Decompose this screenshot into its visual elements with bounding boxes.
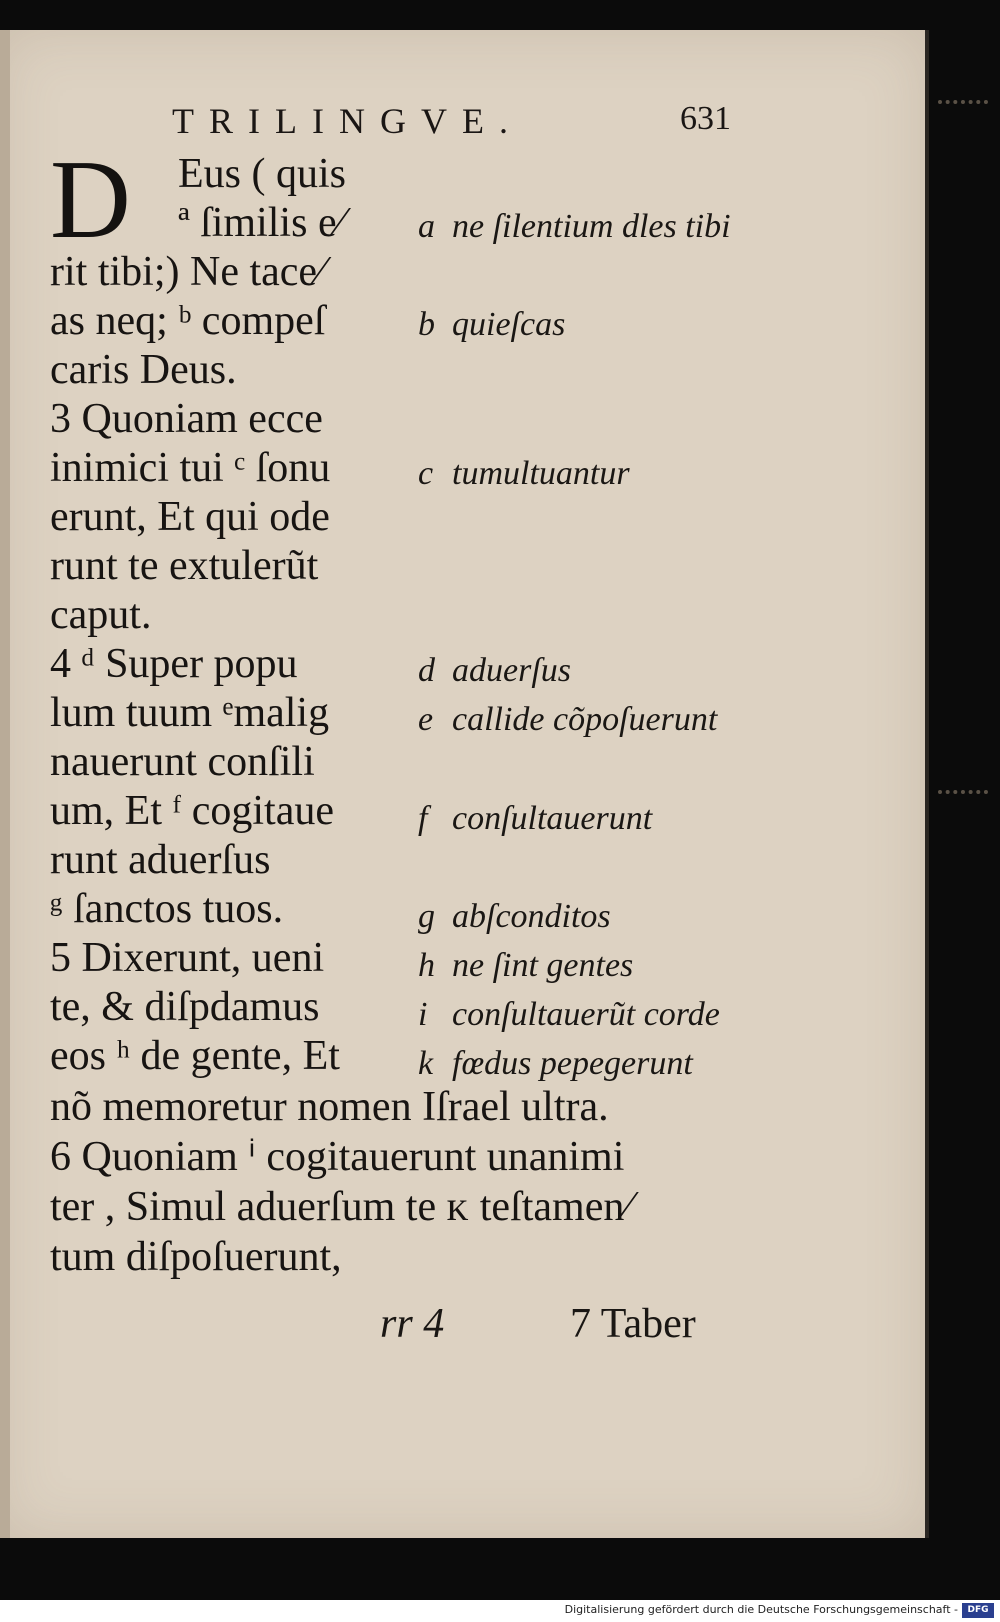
- text-line: ter , Simul aduerſum te ᴋ teſtamen⁄: [50, 1184, 632, 1230]
- marginal-note: [418, 455, 630, 493]
- marginal-note: [418, 208, 731, 246]
- psalm-text-wide: [50, 1082, 750, 1282]
- funding-credit: Digitalisierung gefördert durch die Deutsche Forschungsgemeinschaft -: [564, 1603, 958, 1616]
- marginal-note: [418, 898, 611, 936]
- text-line: lum tuum ᵉmalig: [50, 690, 330, 736]
- note-key: a: [418, 208, 435, 245]
- note-text: conſultauerũt corde: [452, 996, 720, 1033]
- edge-dots: [938, 790, 988, 798]
- note-key: e: [418, 701, 434, 738]
- text-line: Eus ( quis: [178, 151, 346, 197]
- folio-number: 631: [680, 100, 731, 137]
- text-line: 5 Dixerunt, ueni: [50, 935, 325, 981]
- note-key: g: [418, 898, 435, 935]
- page-gutter-edge: [0, 30, 10, 1538]
- note-key: b: [418, 306, 435, 343]
- text-line: nauerunt conſili: [50, 739, 315, 785]
- note-text: ne ſilentium dles tibi: [452, 208, 731, 245]
- note-key: i: [418, 996, 428, 1033]
- page-foot: [380, 1300, 740, 1350]
- dfg-logo: DFG: [962, 1603, 994, 1618]
- note-text: aduerſus: [452, 652, 571, 689]
- text-line: 4 ᵈ Super popu: [50, 641, 298, 687]
- note-text: conſultauerunt: [452, 800, 653, 837]
- book-edge-pages: [932, 90, 992, 1530]
- text-line: ᵍ ſanctos tuos.: [50, 886, 284, 932]
- note-text: quieſcas: [452, 306, 566, 343]
- marginal-note: [418, 701, 717, 739]
- text-line: te, & diſpdamus: [50, 984, 320, 1030]
- text-line: 6 Quoniam ⁱ cogitauerunt unanimi: [50, 1134, 625, 1180]
- text-line: um, Et ᶠ cogitaue: [50, 788, 335, 834]
- text-line: 3 Quoniam ecce: [50, 396, 323, 442]
- note-text: callide cõpoſuerunt: [452, 701, 718, 738]
- text-line: tum diſpoſuerunt,: [50, 1234, 342, 1280]
- text-line: caris Deus.: [50, 347, 237, 393]
- text-line: as neq; ᵇ compeſ: [50, 298, 326, 344]
- text-line: nõ memoretur nomen Iſrael ultra.: [50, 1084, 609, 1130]
- text-line: erunt, Et qui ode: [50, 494, 330, 540]
- note-text: tumultuantur: [452, 455, 630, 492]
- text-line: rit tibi;) Ne tace⁄: [50, 249, 325, 295]
- text-line: runt te extulerũt: [50, 543, 319, 589]
- text-line: caput.: [50, 592, 152, 638]
- note-key: h: [418, 947, 435, 984]
- marginal-note: [418, 306, 565, 344]
- marginal-note: [418, 652, 571, 690]
- note-key: f: [418, 800, 428, 837]
- digitization-footer: [0, 1600, 1000, 1622]
- text-line: eos ʰ de gente, Et: [50, 1033, 340, 1079]
- catchword: 7 Taber: [570, 1301, 696, 1347]
- signature-mark: rr 4: [380, 1301, 445, 1347]
- text-line: inimici tui ᶜ ſonu: [50, 445, 331, 491]
- drop-cap: D: [50, 138, 131, 262]
- text-line: ª ſimilis e⁄: [178, 200, 344, 246]
- marginal-note: [418, 1045, 693, 1083]
- psalm-text-column: [50, 138, 395, 1081]
- note-text: abſconditos: [452, 898, 611, 935]
- note-text: ne ſint gentes: [452, 947, 634, 984]
- marginal-note: [418, 996, 720, 1034]
- note-text: fœdus pepegerunt: [452, 1045, 693, 1082]
- marginal-note: [418, 947, 633, 985]
- page-header: [0, 100, 925, 150]
- note-key: d: [418, 652, 435, 689]
- edge-dots: [938, 100, 988, 108]
- marginal-note: [418, 800, 652, 838]
- text-line: runt aduerſus: [50, 837, 271, 883]
- running-head: TRILINGVE.: [172, 101, 523, 141]
- note-key: c: [418, 455, 434, 492]
- note-key: k: [418, 1045, 434, 1082]
